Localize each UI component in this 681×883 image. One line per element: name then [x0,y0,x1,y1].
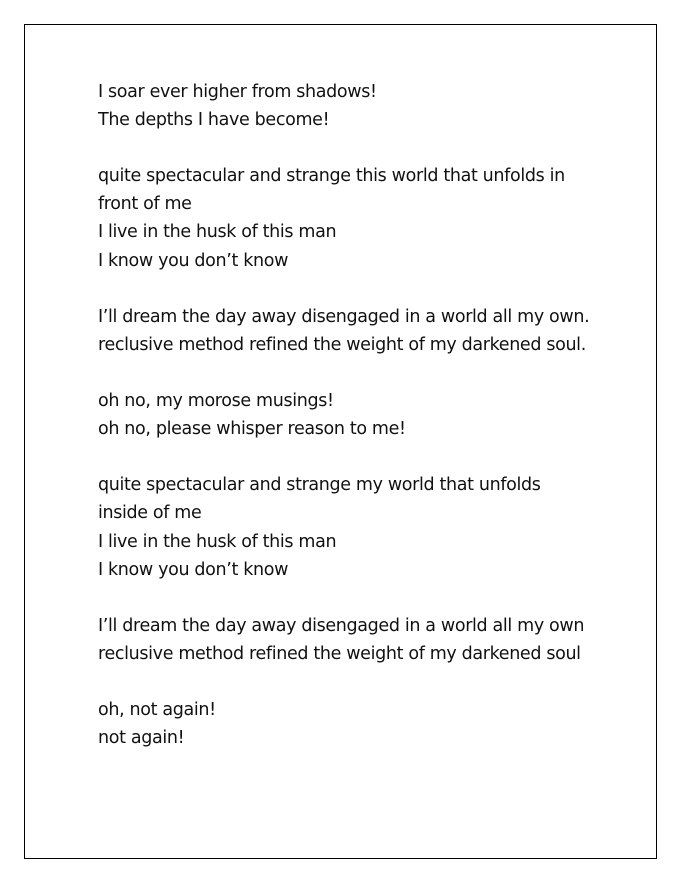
poem-line: I’ll dream the day away disengaged in a world all my own [98,615,585,636]
poem-line: I know you don’t know [98,559,289,580]
stanza-2 [98,162,618,274]
poem-line: I live in the husk of this man [98,531,337,552]
poem-line: oh no, my morose musings! [98,391,334,412]
stanza-7 [98,696,618,752]
poem-line: quite spectacular and strange my world that unfolds [98,475,541,496]
poem-line: oh no, please whisper reason to me! [98,419,406,440]
poem-line: reclusive method refined the weight of my darkened soul [98,643,581,664]
poem-line: I’ll dream the day away disengaged in a world all my own. [98,306,590,327]
poem-line: oh, not again! [98,700,216,721]
poem-line: front of me [98,194,192,215]
poem-line: I live in the husk of this man [98,222,337,243]
stanza-6 [98,612,618,668]
poem-line: I soar ever higher from shadows! [98,82,377,102]
poem-line: not again! [98,728,185,749]
poem-line: The depths I have become! [98,110,330,131]
stanza-5 [98,471,618,583]
stanza-3 [98,303,618,359]
poem-body [98,78,618,752]
document-page [24,24,657,859]
poem-line: reclusive method refined the weight of my darkened soul. [98,334,586,355]
poem-line: I know you don’t know [98,250,289,271]
stanza-1 [98,78,618,134]
poem-line: inside of me [98,503,202,524]
stanza-4 [98,387,618,443]
poem-line: quite spectacular and strange this world that unfolds in [98,166,565,187]
